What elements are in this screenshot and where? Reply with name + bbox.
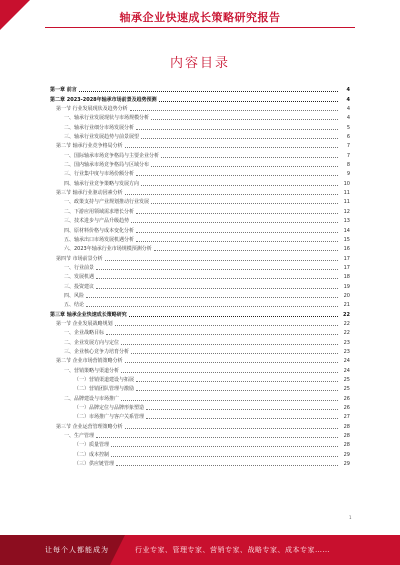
toc-leader-dots: [159, 100, 338, 102]
toc-entry[interactable]: [50, 159, 350, 168]
toc-heading: 内容目录: [169, 56, 230, 71]
toc-leader-dots: [136, 174, 338, 176]
toc-entry[interactable]: [50, 374, 350, 383]
toc-entry-title: 三、投资建议: [64, 283, 95, 290]
toc-entry[interactable]: [50, 336, 350, 345]
toc-entry[interactable]: [50, 327, 350, 336]
toc-entry[interactable]: [50, 224, 350, 233]
toc-leader-dots: [96, 277, 338, 279]
toc-entry-page: 18: [343, 274, 350, 281]
toc-entry-title: 第三章 轴承企业快速成长策略研究: [50, 311, 127, 318]
toc-entry[interactable]: [50, 234, 350, 243]
toc-entry[interactable]: [50, 402, 350, 411]
toc-leader-dots: [141, 184, 338, 186]
toc-entry-page: 11: [343, 190, 350, 197]
toc-entry-title: 三、技术进步与产品升级趋势: [64, 218, 130, 225]
toc-entry-page: 23: [343, 348, 350, 355]
toc-entry-page: 26: [343, 395, 350, 402]
toc-entry-title: 一、国际轴承市场竞争格局与主要企业分析: [64, 152, 160, 159]
toc-entry[interactable]: [50, 103, 350, 112]
toc-entry-title: 第三节 企业运营管理策略分析: [56, 423, 123, 430]
toc-entry-title: （二）成本控制: [74, 451, 110, 458]
toc-leader-dots: [136, 389, 338, 391]
toc-entry-page: 28: [343, 433, 350, 440]
toc-entry[interactable]: [50, 84, 350, 93]
toc-leader-dots: [79, 90, 338, 92]
toc-leader-dots: [125, 146, 338, 148]
toc-entry-page: 22: [343, 320, 350, 327]
footer-banner: [0, 535, 400, 565]
toc-entry-page: 28: [343, 442, 350, 449]
toc-entry-title: 第二节 企业市场营销策略分析: [56, 358, 123, 365]
toc-entry[interactable]: [50, 346, 350, 355]
toc-entry-title: 第一节 行业发展现状及趋势分析: [56, 106, 128, 113]
toc-entry-title: 二、国内轴承市场竞争格局与区域分布: [64, 162, 150, 169]
toc-leader-dots: [151, 202, 338, 204]
toc-entry-page: 21: [343, 302, 350, 309]
toc-entry-page: 25: [343, 377, 350, 383]
toc-entry-title: 四、轴承行业竞争策略与发展方向: [64, 180, 140, 187]
toc-entry-title: 二、轴承行业细分市场发展分析: [64, 124, 135, 131]
toc-entry-page: 19: [343, 283, 350, 290]
toc-entry-page: 28: [343, 423, 350, 430]
toc-entry[interactable]: [50, 430, 350, 439]
toc-leader-dots: [161, 156, 338, 158]
toc-entry-page: 16: [343, 246, 350, 253]
toc-entry-page: 22: [343, 311, 350, 318]
toc-entry[interactable]: [50, 420, 350, 429]
report-title: 轴承企业快速成长策略研究报告: [119, 11, 281, 24]
toc-entry-page: 17: [343, 264, 350, 271]
footer-slogan: 让每个人都能成为: [45, 546, 109, 554]
toc-leader-dots: [121, 399, 338, 401]
toc-entry-title: 六、2023年轴承行业市场规模预测分析: [64, 246, 152, 253]
toc-leader-dots: [96, 287, 338, 289]
toc-entry[interactable]: [50, 215, 350, 224]
toc-entry[interactable]: [50, 243, 350, 252]
toc-entry-page: 24: [343, 358, 350, 365]
toc-entry[interactable]: [50, 448, 350, 457]
toc-entry-page: 14: [343, 227, 350, 234]
toc-entry[interactable]: [50, 205, 350, 214]
toc-entry-page: 29: [343, 461, 350, 468]
toc-leader-dots: [151, 165, 338, 167]
toc-leader-dots: [125, 427, 338, 429]
toc-entry-title: （二）市场推广与客户关系管理: [74, 414, 145, 421]
toc-entry-title: 一、行业前景: [64, 264, 95, 271]
toc-entry-title: 三、轴承行业发展趋势与前景展望: [64, 134, 140, 141]
toc-entry-title: （二）营销团队管理与激励: [74, 386, 135, 393]
toc-entry[interactable]: [50, 177, 350, 186]
toc-entry-title: 第一节 企业发展战略规划: [56, 320, 113, 327]
toc-entry-title: 五、轴承出口市场发展机遇分析: [64, 236, 135, 243]
toc-leader-dots: [86, 305, 338, 307]
toc-entry-page: 4: [346, 96, 350, 103]
toc-entry[interactable]: [50, 112, 350, 121]
toc-entry-page: 15: [343, 236, 350, 243]
toc-entry-title: 一、营销策略与渠道分析: [64, 367, 120, 374]
toc-entry-page: 27: [343, 414, 350, 421]
toc-entry-title: （一）品牌定位与品牌形象塑造: [74, 405, 145, 412]
toc-entry[interactable]: [50, 93, 350, 102]
toc-leader-dots: [106, 333, 338, 335]
footer-tagline: 行业专家、管理专家、营销专家、战略专家、成本专家……: [135, 546, 330, 554]
toc-leader-dots: [125, 193, 338, 195]
toc-entry-page: 7: [346, 152, 350, 159]
toc-entry-page: 6: [346, 134, 350, 141]
toc-entry-title: 第二节 轴承行业竞争格局分析: [56, 143, 123, 150]
toc-leader-dots: [136, 231, 338, 233]
report-header: [0, 0, 400, 30]
toc-entry[interactable]: [50, 168, 350, 177]
toc-leader-dots: [111, 445, 338, 447]
toc-entry-title: 五、结论: [64, 302, 85, 309]
toc-leader-dots: [154, 249, 338, 251]
toc-entry-page: 9: [346, 171, 350, 178]
toc-entry-title: （一）营销渠道建设与拓展: [74, 377, 135, 383]
toc-entry-page: 29: [343, 451, 350, 458]
toc-entry-page: 26: [343, 405, 350, 412]
toc-entry-page: 4: [346, 87, 350, 94]
toc-entry-page: 24: [343, 367, 350, 374]
toc-entry[interactable]: [50, 355, 350, 364]
toc-entry-title: 第二章 2023-2028年轴承市场前景及趋势预测: [50, 96, 157, 103]
toc-leader-dots: [136, 212, 338, 214]
toc-entry-page: 5: [346, 124, 350, 131]
toc-leader-dots: [125, 361, 338, 363]
toc-entry[interactable]: [50, 392, 350, 401]
toc-leader-dots: [146, 417, 338, 419]
toc-leader-dots: [151, 118, 338, 120]
toc-entry[interactable]: [50, 439, 350, 448]
toc-entry-title: 二、企业发展方向与定位: [64, 339, 120, 346]
toc-leader-dots: [96, 436, 338, 438]
toc-entry[interactable]: [50, 318, 350, 327]
toc-entry-page: 23: [343, 339, 350, 346]
toc-entry[interactable]: [50, 383, 350, 392]
toc-entry-title: 二、品牌建设与市场推广: [64, 395, 120, 402]
toc-leader-dots: [141, 137, 338, 139]
toc-entry-page: 10: [343, 180, 350, 187]
page-number: 1: [349, 515, 352, 520]
toc-entry-page: 12: [343, 208, 350, 215]
toc-leader-dots: [129, 315, 338, 317]
header-divider: [45, 27, 355, 28]
toc-leader-dots: [111, 455, 338, 457]
toc-entry-title: 四、原材料价格与成本变化分析: [64, 227, 135, 234]
toc-entry-title: 一、生产管理: [64, 433, 95, 440]
toc-entry[interactable]: [50, 290, 350, 299]
toc-leader-dots: [131, 221, 338, 223]
toc-entry-title: 一、企业战略目标: [64, 330, 105, 337]
toc-entry-page: 4: [346, 115, 350, 122]
toc-entry-title: 四、风险: [64, 292, 85, 299]
toc-leader-dots: [130, 109, 338, 111]
toc-entry[interactable]: [50, 364, 350, 373]
toc-leader-dots: [146, 408, 338, 410]
toc-entry[interactable]: [50, 411, 350, 420]
toc-entry-title: 二、下游应用领域需求增长分析: [64, 208, 135, 215]
toc-entry[interactable]: [50, 252, 350, 261]
toc-leader-dots: [86, 296, 338, 298]
toc-entry[interactable]: [50, 308, 350, 317]
toc-leader-dots: [136, 240, 338, 242]
toc-entry-page: 8: [346, 162, 350, 169]
toc-entry-title: 第四节 市场前景分析: [56, 255, 103, 262]
toc-entry[interactable]: [50, 262, 350, 271]
toc-entry-title: （一）质量管理: [74, 442, 110, 449]
toc-leader-dots: [121, 371, 338, 373]
toc-entry[interactable]: [50, 458, 350, 467]
toc-leader-dots: [131, 352, 338, 354]
toc-entry-page: 7: [346, 143, 350, 150]
toc-leader-dots: [136, 128, 338, 130]
toc-entry[interactable]: [50, 299, 350, 308]
toc-leader-dots: [116, 464, 338, 466]
toc-entry-title: （三）供应链管理: [74, 461, 115, 468]
toc-entry-page: 20: [343, 292, 350, 299]
toc-entry[interactable]: [50, 121, 350, 130]
toc-entry[interactable]: [50, 280, 350, 289]
toc-entry-page: 25: [343, 386, 350, 393]
toc-entry-title: 三、企业核心竞争力培育分析: [64, 348, 130, 355]
toc-entry[interactable]: [50, 187, 350, 196]
table-of-contents: [50, 84, 350, 467]
toc-entry-title: 二、发展机遇: [64, 274, 95, 281]
toc-entry-title: 三、行业集中度与市场份额分析: [64, 171, 135, 178]
toc-leader-dots: [96, 268, 338, 270]
toc-entry[interactable]: [50, 196, 350, 205]
toc-entry-title: 第三节 轴承行业驱动因素分析: [56, 190, 123, 197]
toc-leader-dots: [121, 343, 338, 345]
toc-entry-page: 22: [343, 330, 350, 337]
toc-entry-page: 11: [343, 199, 350, 206]
toc-entry-title: 第一章 前言: [50, 87, 77, 94]
toc-entry-page: 17: [343, 255, 350, 262]
toc-leader-dots: [136, 380, 338, 382]
toc-leader-dots: [115, 324, 338, 326]
toc-entry-page: 4: [346, 106, 350, 113]
toc-entry[interactable]: [50, 140, 350, 149]
toc-leader-dots: [105, 259, 338, 261]
toc-entry[interactable]: [50, 271, 350, 280]
toc-entry[interactable]: [50, 149, 350, 158]
toc-entry[interactable]: [50, 131, 350, 140]
toc-entry-title: 一、轴承行业发展现状与市场规模分析: [64, 115, 150, 122]
toc-entry-title: 一、政策支持与产业规划推动行业发展: [64, 199, 150, 206]
toc-entry-page: 13: [343, 218, 350, 225]
